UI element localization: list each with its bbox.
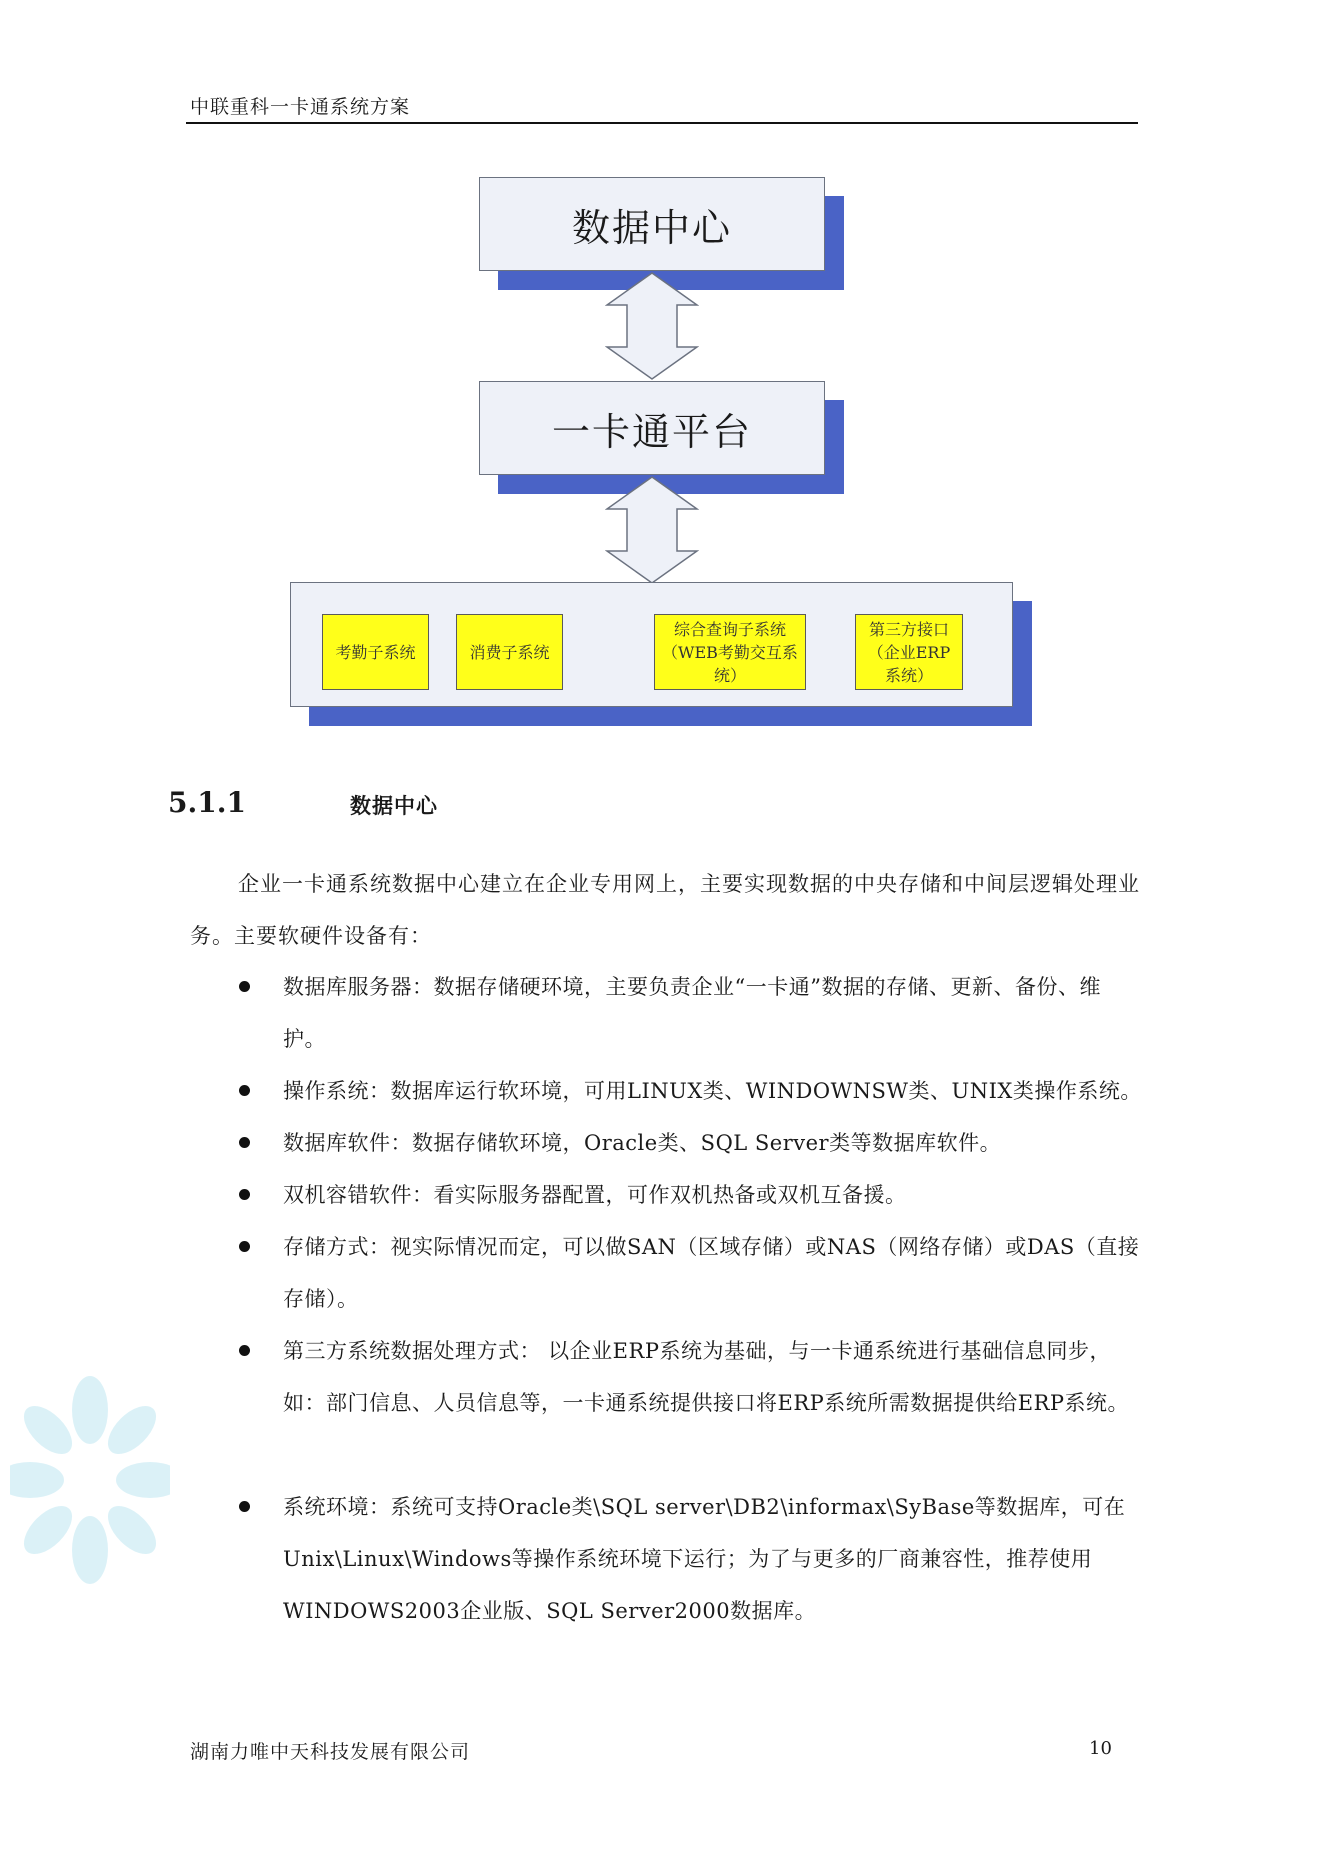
- page-header-title: 中联重科一卡通系统方案: [190, 96, 411, 118]
- header-divider: [186, 122, 1138, 124]
- bullet-icon: [239, 1241, 250, 1252]
- section-title: 数据中心: [350, 793, 438, 818]
- watermark-flower-icon: [10, 1370, 170, 1590]
- card-platform-label: 一卡通平台: [551, 409, 752, 454]
- page-number: 10: [1089, 1738, 1112, 1759]
- subsystem-label: 消费子系统: [469, 642, 550, 662]
- bullet-icon: [239, 981, 250, 992]
- intro-paragraph: [190, 858, 1140, 962]
- list-item: 第三方系统数据处理方式： 以企业ERP系统为基础，与一卡通系统进行基础信息同步，如：部门信息、人员信息等，一卡通系统提供接口将ERP系统所需数据提供给ERP系统。: [283, 1339, 1130, 1415]
- footer-company: 湖南力唯中天科技发展有限公司: [190, 1741, 471, 1763]
- subsystem-attendance: [322, 614, 429, 690]
- bullet-icon: [239, 1137, 250, 1148]
- list-item: 存储方式：视实际情况而定，可以做SAN（区域存储）或NAS（网络存储）或DAS（直接存储）。: [283, 1235, 1140, 1311]
- list-item: 双机容错软件：看实际服务器配置，可作双机热备或双机互备援。: [283, 1183, 907, 1207]
- subsystem-label: 第三方接口（企业ERP系统）: [867, 619, 951, 685]
- section-number: 5.1.1: [168, 786, 246, 819]
- list-item: 系统环境：系统可支持Oracle类\SQL server\DB2\informax\SyBase等数据库，可在Unix\Linux\Windows等操作系统环境下运行；为了与更多的厂商兼容性，推荐使用WINDOWS2003企业版、SQL Server2000数据库。: [283, 1495, 1126, 1623]
- subsystem-query: [654, 614, 806, 690]
- bullet-icon: [239, 1189, 250, 1200]
- subsystem-third-party: [855, 614, 963, 690]
- subsystem-label: 综合查询子系统（WEB考勤交互系统）: [662, 619, 798, 685]
- bullet-icon: [239, 1085, 250, 1096]
- bidirectional-arrow-icon: [605, 475, 699, 585]
- bullet-icon: [239, 1501, 250, 1512]
- card-platform-box: [479, 381, 825, 475]
- bullet-icon: [239, 1345, 250, 1356]
- list-item: 数据库软件：数据存储软环境，Oracle类、SQL Server类等数据库软件。: [283, 1131, 1002, 1155]
- intro-text: 企业一卡通系统数据中心建立在企业专用网上，主要实现数据的中央存储和中间层逻辑处理业务。主要软硬件设备有：: [190, 872, 1140, 948]
- data-center-box: [479, 177, 825, 271]
- data-center-label: 数据中心: [571, 205, 732, 250]
- subsystem-consumption: [456, 614, 563, 690]
- list-item: 数据库服务器：数据存储硬环境，主要负责企业“一卡通”数据的存储、更新、备份、维护。: [283, 975, 1101, 1051]
- bidirectional-arrow-icon: [605, 271, 699, 381]
- subsystem-label: 考勤子系统: [335, 642, 416, 662]
- list-item: 操作系统：数据库运行软环境，可用LINUX类、WINDOWNSW类、UNIX类操作系统。: [283, 1079, 1142, 1103]
